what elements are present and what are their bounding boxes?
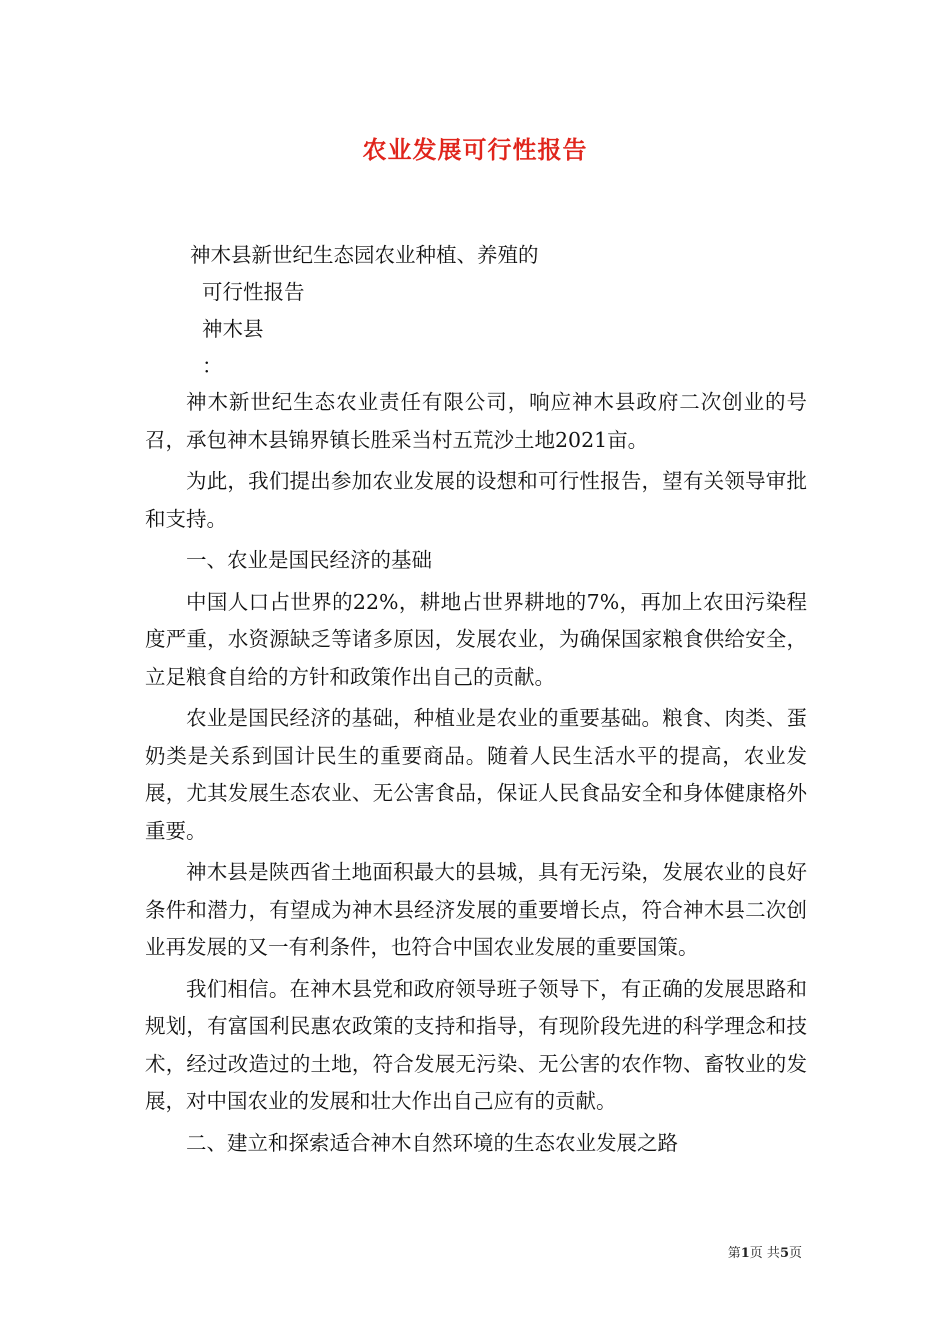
footer-middle: 页 共 xyxy=(749,1246,780,1261)
heading-line-1: 神木县新世纪生态园农业种植、养殖的 xyxy=(190,243,539,267)
paragraph-population: 中国人口占世界的22%，耕地占世界耕地的7%，再加上农田污染程度严重，水资源缺乏等诸多原因，发展农业，为确保国家粮食供给安全，立足粮食自给的方针和政策作出自己的贡献。 xyxy=(145,589,807,689)
page-number-footer xyxy=(728,1245,802,1263)
section-heading-2: 二、建立和探索适合神木自然环境的生态农业发展之路 xyxy=(186,1130,678,1155)
footer-total-pages: 5 xyxy=(779,1246,789,1261)
document-body xyxy=(145,384,807,1166)
footer-current-page: 1 xyxy=(740,1246,750,1261)
paragraph-shenmu-county: 神木县是陕西省土地面积最大的县城，具有无污染，发展农业的良好条件和潜力，有望成为神木县经济发展的重要增长点，符合神木县二次创业再发展的又一有利条件，也符合中国农业发展的重要国策。 xyxy=(145,860,807,959)
paragraph-intro: 神木新世纪生态农业责任有限公司，响应神木县政府二次创业的号召，承包神木县锦界镇长胜采当村五荒沙土地2021亩。 xyxy=(145,390,807,452)
paragraph-belief: 我们相信。在神木县党和政府领导班子领导下，有正确的发展思路和规划，有富国利民惠农政策的支持和指导，有现阶段先进的科学理念和技术，经过改造过的土地，符合发展无污染、无公害的农作物、畜牧业的发展，对中国农业的发展和壮大作出自己应有的贡献。 xyxy=(145,976,807,1113)
document-title: 农业发展可行性报告 xyxy=(362,135,588,164)
paragraph-agriculture-basis: 农业是国民经济的基础，种植业是农业的重要基础。粮食、肉类、蛋奶类是关系到国计民生的重要商品。随着人民生活水平的提高，农业发展，尤其发展生态农业、无公害食品，保证人民食品安全和身体健康格外重要。 xyxy=(145,706,807,843)
heading-line-4: ： xyxy=(202,354,223,378)
heading-line-2: 可行性报告 xyxy=(202,280,305,304)
footer-prefix: 第 xyxy=(727,1246,741,1261)
section-heading-1: 一、农业是国民经济的基础 xyxy=(186,548,432,572)
footer-suffix: 页 xyxy=(788,1246,802,1261)
paragraph-request: 为此，我们提出参加农业发展的设想和可行性报告，望有关领导审批和支持。 xyxy=(145,469,807,531)
heading-line-3: 神木县 xyxy=(202,317,264,341)
